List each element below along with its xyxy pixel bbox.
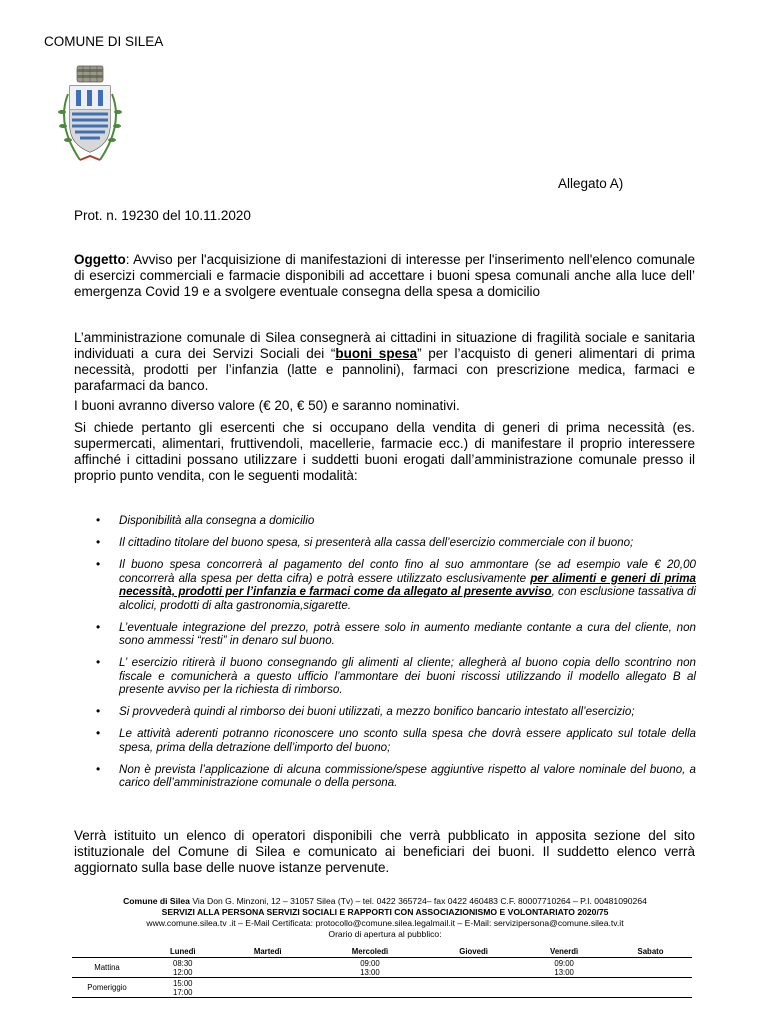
shield-icon: [70, 86, 110, 152]
monday-morning-hours: 08:30 12:00: [142, 958, 224, 978]
list-item: • L’ esercizio ritirerà il buono consegnando gli alimenti al cliente; allegherà al buono copia dello scontrino non fiscale e comunicherà a questo ufficio l’ammontare dei buoni riscossi utilizzando il modello allegato B al presente avviso per la richiesta di rimborso.: [74, 656, 696, 697]
saturday-morning-hours: [609, 958, 692, 978]
subject-paragraph: [74, 252, 695, 300]
list-item: • Le attività aderenti potranno riconoscere uno sconto sulla spesa che dovrà essere applicato sul totale della spesa, prima della detrazione dell’importo del buono;: [74, 727, 696, 754]
voucher-values-paragraph: I buoni avranno diverso valore (€ 20, € 50) e saranno nominativi.: [74, 398, 460, 413]
subject-text: : Avviso per l'acquisizione di manifestazioni di interesse per l'inserimento nell'elenco comunale di esercizi commerciali e farmacie disponibili ad accettare i buoni spesa comunali anche alla luce dell’ emergenza Covid 19 e a svolgere eventuale consegna della spesa a domicilio: [74, 252, 695, 299]
day-header: Lunedì: [142, 946, 224, 958]
monday-afternoon-hours: 15:00 17:00: [142, 978, 224, 998]
afternoon-label: Pomeriggio: [72, 978, 142, 998]
hours-corner: [72, 946, 142, 958]
table-row: [72, 978, 692, 998]
municipal-crest-logo: [50, 64, 130, 174]
footer-contacts: www.comune.silea.tv .it – E-Mail Certificata: protocollo@comune.silea.legalmail.it – E-Mail: servizipersona@comune.silea.tv.it: [146, 918, 624, 928]
list-item: • Disponibilità alla consegna a domicilio: [74, 514, 696, 528]
buoni-spesa-emphasis: buoni spesa: [335, 346, 418, 361]
request-paragraph: Si chiede pertanto gli esercenti che si occupano della vendita di generi di prima necessità (es. supermercati, alimentari, fruttivendoli, macellerie, farmacie ecc.) di manifestare il proprio interessere affinché i cittadini possano utilizzare i suddetti buoni erogati dall’amministrazione comunale presso il proprio punto vendita, con le seguenti modalità:: [74, 420, 695, 483]
annex-label: Allegato A): [558, 176, 624, 191]
friday-morning-hours: 09:00 13:00: [519, 958, 609, 978]
day-header: Giovedì: [428, 946, 519, 958]
protocol-number: Prot. n. 19230 del 10.11.2020: [74, 208, 251, 223]
list-item: • Non è prevista l’applicazione di alcuna commissione/spese aggiuntive rispetto al valore nominale del buono, a carico dell’amministrazione comunale o della persona.: [74, 763, 696, 790]
footer-org-name: Comune di Silea: [123, 896, 190, 906]
footer-address: Via Don G. Minzoni, 12 – 31057 Silea (Tv) – tel. 0422 365724– fax 0422 460483 C.F. 80007710264 – P.I. 00481090264: [189, 896, 647, 906]
intro-paragraph: [74, 330, 695, 394]
condition-text-start: Il buono spesa concorrerà al pagamento del conto fino al suo ammontare (se ad esempio vale € 20,00 concorrerà alla spesa per detta cifra) e potrà essere utilizzato esclusivamente: [119, 558, 696, 585]
list-item: • L’eventuale integrazione del prezzo, potrà essere solo in aumento mediante contante a cura del cliente, non sono ammessi “resti” in denaro sul buono.: [74, 621, 696, 648]
tuesday-afternoon-hours: [224, 978, 312, 998]
thursday-morning-hours: [428, 958, 519, 978]
tuesday-morning-hours: [224, 958, 312, 978]
list-item: • Si provvederà quindi al rimborso dei buoni utilizzati, a mezzo bonifico bancario intestato all’esercizio;: [74, 705, 696, 719]
crown-icon: [77, 66, 103, 82]
thursday-afternoon-hours: [428, 978, 519, 998]
footer: [60, 896, 710, 940]
intro-text-end: ” per l’acquisto di generi alimentari di prima necessità, prodotti per l’infanzia (latte e pannolini), farmaci con prescrizione medica, farmaci e parafarmaci da banco.: [74, 346, 695, 393]
condition-emphasis: per alimenti e generi di prima necessità, prodotti per l’infanzia e farmaci come da allegato al presente avviso: [119, 571, 696, 598]
list-item: [74, 558, 696, 612]
closing-paragraph: Verrà istituito un elenco di operatori disponibili che verrà pubblicato in apposita sezione del sito istituzionale del Comune di Silea e comunicato ai beneficiari dei buoni. Il suddetto elenco verrà aggiornato sulla base delle nuove istanze pervenute.: [74, 828, 695, 875]
saturday-afternoon-hours: [609, 978, 692, 998]
day-header: Martedì: [224, 946, 312, 958]
municipality-name: COMUNE DI SILEA: [44, 34, 164, 49]
list-item: • Il cittadino titolare del buono spesa, si presenterà alla cassa dell’esercizio commerciale con il buono;: [74, 536, 696, 550]
condition-text-end: , con esclusione tassativa di alcolici, prodotti di alta gastronomia,sigarette.: [119, 585, 696, 612]
day-header: Mercoledì: [312, 946, 428, 958]
intro-text-start: L’amministrazione comunale di Silea consegnerà ai cittadini in situazione di fragilità sociale e sanitaria individuati a cura dei Servizi Sociali dei “: [74, 330, 695, 361]
morning-label: Mattina: [72, 958, 142, 978]
wednesday-morning-hours: 09:00 13:00: [312, 958, 428, 978]
day-header: Venerdì: [519, 946, 609, 958]
wednesday-afternoon-hours: [312, 978, 428, 998]
conditions-list: [74, 514, 696, 798]
footer-department: SERVIZI ALLA PERSONA SERVIZI SOCIALI E RAPPORTI CON ASSOCIAZIONISMO E VOLONTARIATO 2020/75: [161, 907, 609, 917]
day-header: Sabato: [609, 946, 692, 958]
friday-afternoon-hours: [519, 978, 609, 998]
subject-label: Oggetto: [74, 252, 126, 267]
footer-address-line: [60, 896, 710, 907]
table-row: [72, 958, 692, 978]
hours-title: Orario di apertura al pubblico:: [328, 929, 442, 939]
opening-hours-table: [72, 946, 692, 998]
